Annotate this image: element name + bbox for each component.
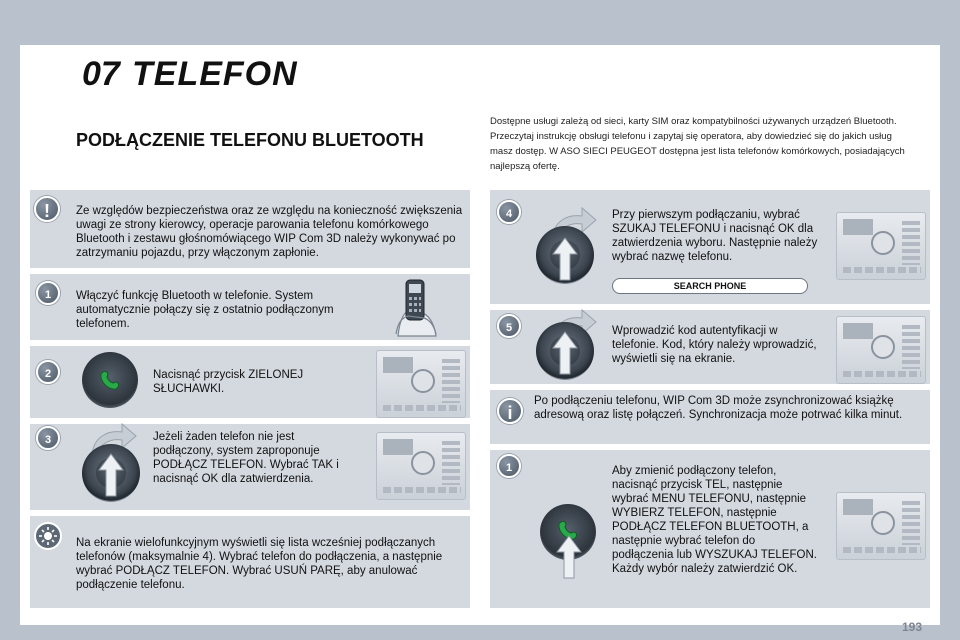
info-icon: i <box>497 398 523 424</box>
step-2-text: Nacisnąć przycisk ZIELONEJ SŁUCHAWKI. <box>153 369 304 395</box>
step-5-text: Wprowadzić kod autentyfikacji w telefonie. Kod, który należy wprowadzić, wyświetli się na ekranie. <box>612 325 817 365</box>
car-radio-unit <box>836 212 926 280</box>
press-arrow-icon <box>96 452 126 498</box>
chapter-number: 07 <box>82 55 120 93</box>
step-number-badge: 1 <box>36 281 60 305</box>
step-1-text: Włączyć funkcję Bluetooth w telefonie. System automatycznie połączy się z ostatnio podłączonym telefonem. <box>76 290 334 330</box>
step-3-text: Jeżeli żaden telefon nie jest podłączony, system zaproponuje PODŁĄCZ TELEFON. Wybrać TAK i nacisnąć OK dla zatwierdzenia. <box>153 431 339 485</box>
car-radio-unit <box>836 492 926 560</box>
green-handset-icon <box>96 366 124 394</box>
step-4-text: Przy pierwszym podłączaniu, wybrać SZUKAJ TELEFONU i nacisnąć OK dla zatwierdzenia wyboru. Następnie należy wybrać nazwę telefonu. <box>612 209 818 263</box>
step-number-badge: 1 <box>497 454 521 478</box>
step-number-badge: 5 <box>497 314 521 338</box>
sun-icon <box>34 522 62 550</box>
section-title: PODŁĄCZENIE TELEFONU BLUETOOTH <box>76 130 424 150</box>
press-arrow-icon <box>550 330 580 376</box>
car-radio-unit <box>376 432 466 500</box>
step-number-badge: 3 <box>36 426 60 450</box>
info-text: Po podłączeniu telefonu, WIP Com 3D może zsynchronizować książkę adresową oraz listę połączeń. Synchronizacja może potrwać kilka minut. <box>534 395 903 421</box>
tip-text: Na ekranie wielofunkcyjnym wyświetli się lista wcześniej podłączanych telefonów (maksymalnie 4). Wybrać telefon do podłączenia, a następnie wybrać PODŁĄCZ TELEFON. Wybrać USUŃ PARĘ, aby anulować podłączenie telefonu. <box>76 537 443 591</box>
page-number: 193 <box>901 620 922 634</box>
change-phone-text: Aby zmienić podłączony telefon, nacisnąć przycisk TEL, następnie wybrać MENU TELEFONU, następnie WYBIERZ TELEFON, następnie PODŁĄCZ TELEFON BLUETOOTH, a następnie wybrać telefon do podłączenia lub WYSZUKAJ TELEFON. Każdy wybór należy zatwierdzić OK. <box>612 465 817 575</box>
warning-text: Ze względów bezpieczeństwa oraz ze względu na konieczność zwiększenia uwagi ze strony kierowcy, operacje parowania telefonu komórkowego Bluetooth i zestawu głośnomówiącego WIP Com 3D należy wykonywać po zatrzymaniu pojazdu, przy włączonym zapłonie. <box>76 205 463 259</box>
car-radio-unit <box>376 350 466 418</box>
search-phone-label: SEARCH PHONE <box>612 278 808 294</box>
exclamation-icon: ! <box>34 196 60 222</box>
step-number-badge: 4 <box>497 200 521 224</box>
intro-text: Dostępne usługi zależą od sieci, karty SIM oraz kompatybilności używanych urządzeń Bluetooth. Przeczytaj instrukcję obsługi telefonu i zapytaj się operatora, aby dowiedzieć się do jakich usług masz dostęp. W ASO SIECI PEUGEOT dostępna jest lista telefonów komórkowych, posiadających najlepszą ofertę. <box>490 116 905 172</box>
car-radio-unit <box>836 316 926 384</box>
press-arrow-icon <box>554 534 584 580</box>
press-arrow-icon <box>550 236 580 282</box>
phone-hand-icon <box>390 278 446 338</box>
chapter-title: TELEFON <box>132 55 298 93</box>
step-number-badge: 2 <box>36 360 60 384</box>
